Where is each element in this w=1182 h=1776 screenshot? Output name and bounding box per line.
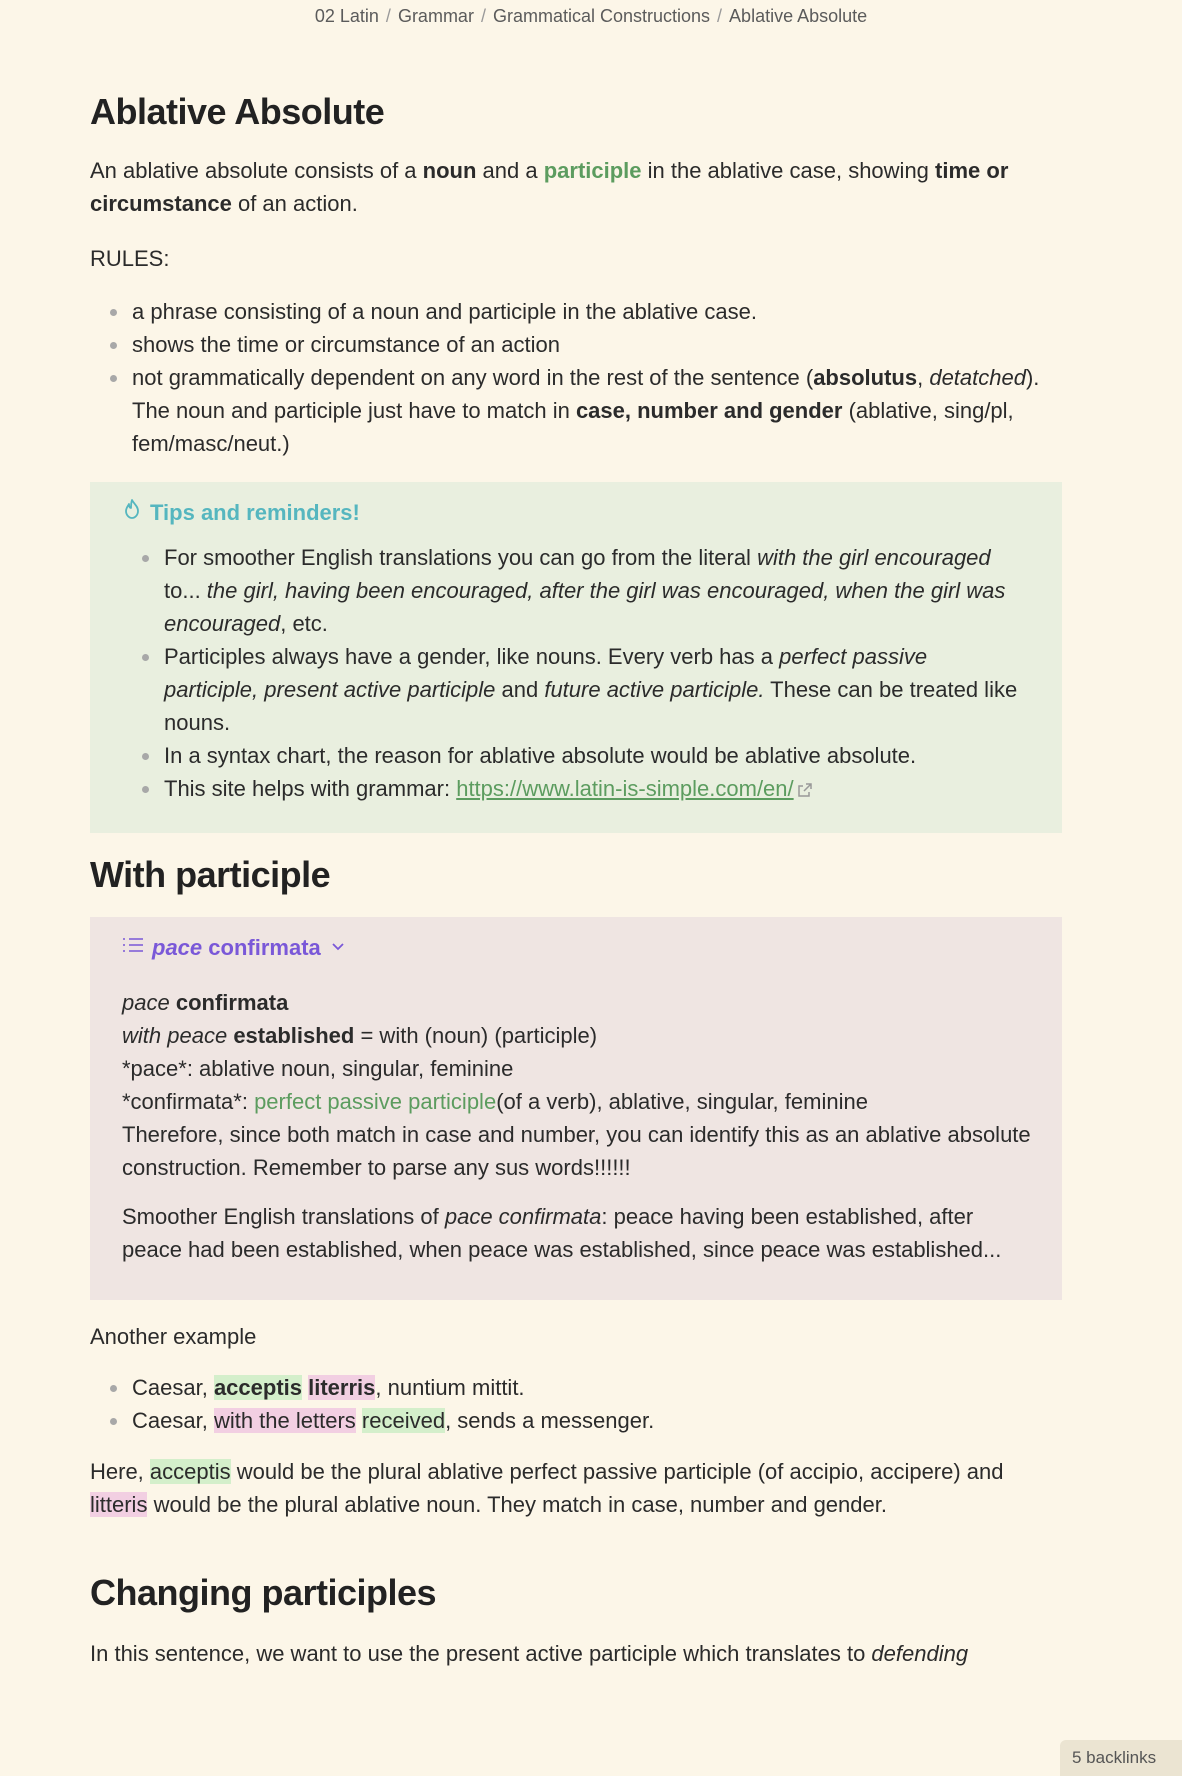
external-link-icon [797, 774, 813, 807]
example-body: pace confirmata with peace established = with (noun) (participle) *pace*: ablative noun, singular, feminine *confirmata*: perfect passive participle(of a verb), ablative, singular, feminine Therefore, since both match in case and number, you can identify this as an ablative absolute construction. Remember to parse any sus words!!!!!! [122, 989, 1031, 1180]
explanation-paragraph: Here, acceptis would be the plural ablative perfect passive participle (of accipio, accipere) and litteris would be the plural ablative noun. They match in case, number and gender. [90, 1458, 1004, 1517]
list-item: Participles always have a gender, like nouns. Every verb has a perfect passive participle, present active participle and future active participle. These can be treated like nouns. [90, 640, 1022, 739]
backlinks-button[interactable]: 5 backlinks [1060, 1740, 1182, 1776]
section-heading: With participle [90, 853, 331, 895]
flame-icon [122, 496, 142, 529]
example-list [90, 1371, 1062, 1437]
breadcrumb-item[interactable]: Grammar [397, 6, 474, 26]
list-item: For smoother English translations you can go from the literal with the girl encouraged to... the girl, having been encouraged, after the girl was encouraged, when the girl was encouraged, etc. [90, 541, 1022, 640]
tips-list [122, 541, 1022, 807]
list-item: Caesar, acceptis literris, nuntium mittit. [90, 1371, 1062, 1404]
another-example-label: Another example [90, 1323, 257, 1349]
list-item: This site helps with grammar: https://www.latin-is-simple.com/en/ [90, 772, 1022, 807]
tips-callout [90, 482, 1062, 833]
list-item: In a syntax chart, the reason for ablative absolute would be ablative absolute. [90, 739, 1022, 772]
page-title: Ablative Absolute [90, 91, 385, 132]
breadcrumb-item[interactable]: 02 Latin [314, 6, 379, 26]
list-icon [122, 931, 144, 964]
chevron-down-icon[interactable] [329, 931, 347, 964]
list-item: Caesar, with the letters received, sends a messenger. [90, 1404, 1062, 1437]
rules-label: RULES: [90, 246, 170, 271]
example-callout [90, 917, 1062, 1300]
example-callout-title[interactable]: pace confirmata [122, 931, 1034, 964]
breadcrumb-separator: / [480, 6, 486, 26]
rules-list [90, 295, 1062, 460]
breadcrumb [0, 6, 1182, 27]
list-item: not grammatically dependent on any word in the rest of the sentence (absolutus, detatched). The noun and participle just have to match in case, number and gender (ablative, sing/pl, fem/masc/neut.) [90, 361, 1062, 460]
list-item: a phrase consisting of a noun and participle in the ablative case. [90, 295, 1062, 328]
external-link[interactable]: https://www.latin-is-simple.com/en/ [456, 776, 794, 801]
tips-callout-title: Tips and reminders! [122, 496, 1022, 529]
example-translation: Smoother English translations of pace confirmata: peace having been established, after peace had been established, when peace was established, since peace was established... [122, 1203, 1002, 1262]
intro-paragraph: An ablative absolute consists of a noun and a participle in the ablative case, showing time or circumstance of an action. [90, 158, 1009, 216]
breadcrumb-item-current[interactable]: Ablative Absolute [729, 6, 868, 26]
note-content [90, 80, 1062, 1670]
breadcrumb-separator: / [717, 6, 723, 26]
perfect-passive-participle-link[interactable]: perfect passive participle [254, 1088, 497, 1114]
breadcrumb-separator: / [385, 6, 391, 26]
cut-off-paragraph: In this sentence, we want to use the present active participle which translates to defending [90, 1640, 969, 1666]
list-item: shows the time or circumstance of an action [90, 328, 1062, 361]
participle-link[interactable]: participle [543, 158, 642, 183]
breadcrumb-item[interactable]: Grammatical Constructions [492, 6, 711, 26]
section-heading: Changing participles [90, 1571, 437, 1613]
